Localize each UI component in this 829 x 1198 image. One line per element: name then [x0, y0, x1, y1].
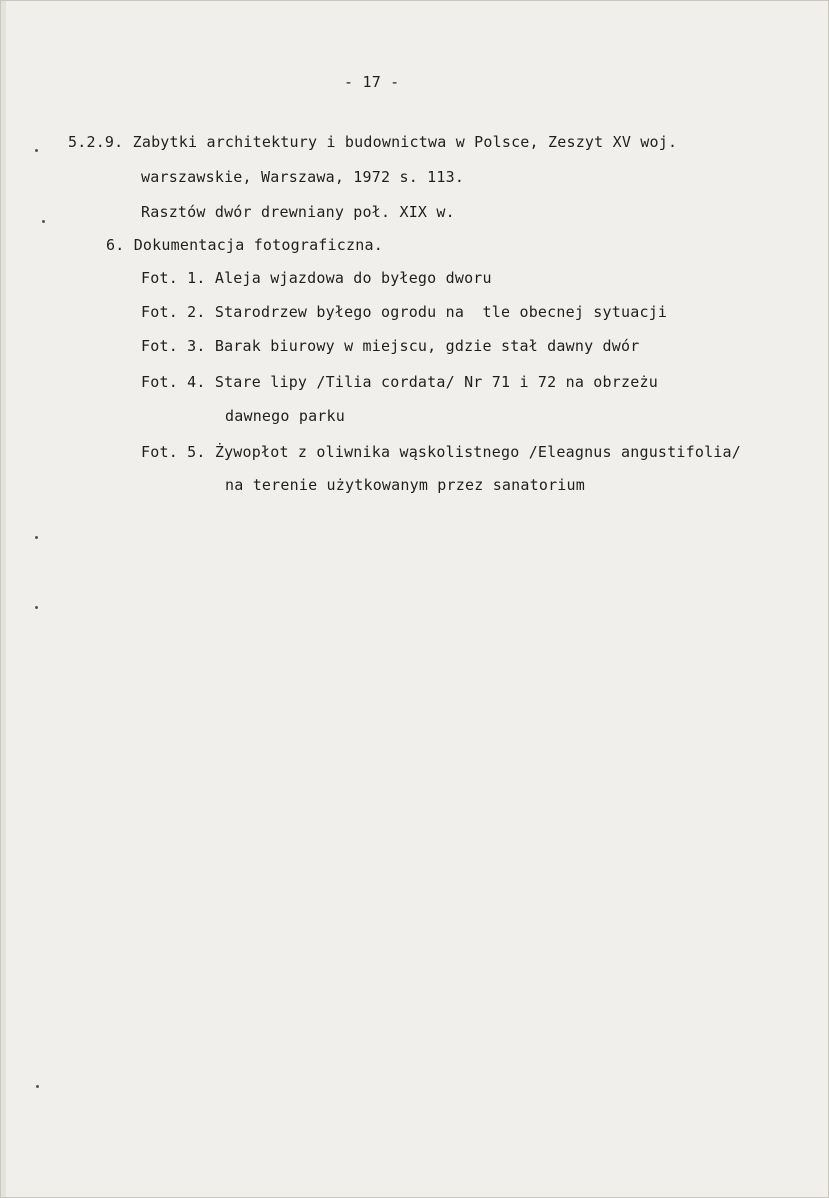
section-6-heading: 6. Dokumentacja fotograficzna. — [106, 236, 383, 254]
photo-4-caption-line-1: Fot. 4. Stare lipy /Tilia cordata/ Nr 71 i 72 na obrzeżu — [141, 373, 658, 391]
photo-5-caption-line-1: Fot. 5. Żywopłot z oliwnika wąskolistnego /Eleagnus angustifolia/ — [141, 443, 741, 461]
photo-2-caption: Fot. 2. Starodrzew byłego ogrodu na tle obecnej sytuacji — [141, 303, 668, 321]
reference-5-2-9-line-1: 5.2.9. Zabytki architektury i budownictwa w Polsce, Zeszyt XV woj. — [68, 133, 678, 151]
reference-5-2-9-line-3: Rasztów dwór drewniany poł. XIX w. — [141, 203, 455, 221]
paper-speck — [35, 149, 38, 152]
photo-3-caption: Fot. 3. Barak biurowy w miejscu, gdzie stał dawny dwór — [141, 337, 640, 355]
paper-speck — [42, 220, 45, 223]
paper-speck — [35, 536, 38, 539]
photo-1-caption: Fot. 1. Aleja wjazdowa do byłego dworu — [141, 269, 492, 287]
reference-5-2-9-line-2: warszawskie, Warszawa, 1972 s. 113. — [141, 168, 465, 186]
photo-4-caption-line-2: dawnego parku — [225, 407, 345, 425]
paper-speck — [36, 1085, 39, 1088]
photo-5-caption-line-2: na terenie użytkowanym przez sanatorium — [225, 476, 585, 494]
page-number: - 17 - — [344, 73, 400, 91]
paper-speck — [35, 606, 38, 609]
